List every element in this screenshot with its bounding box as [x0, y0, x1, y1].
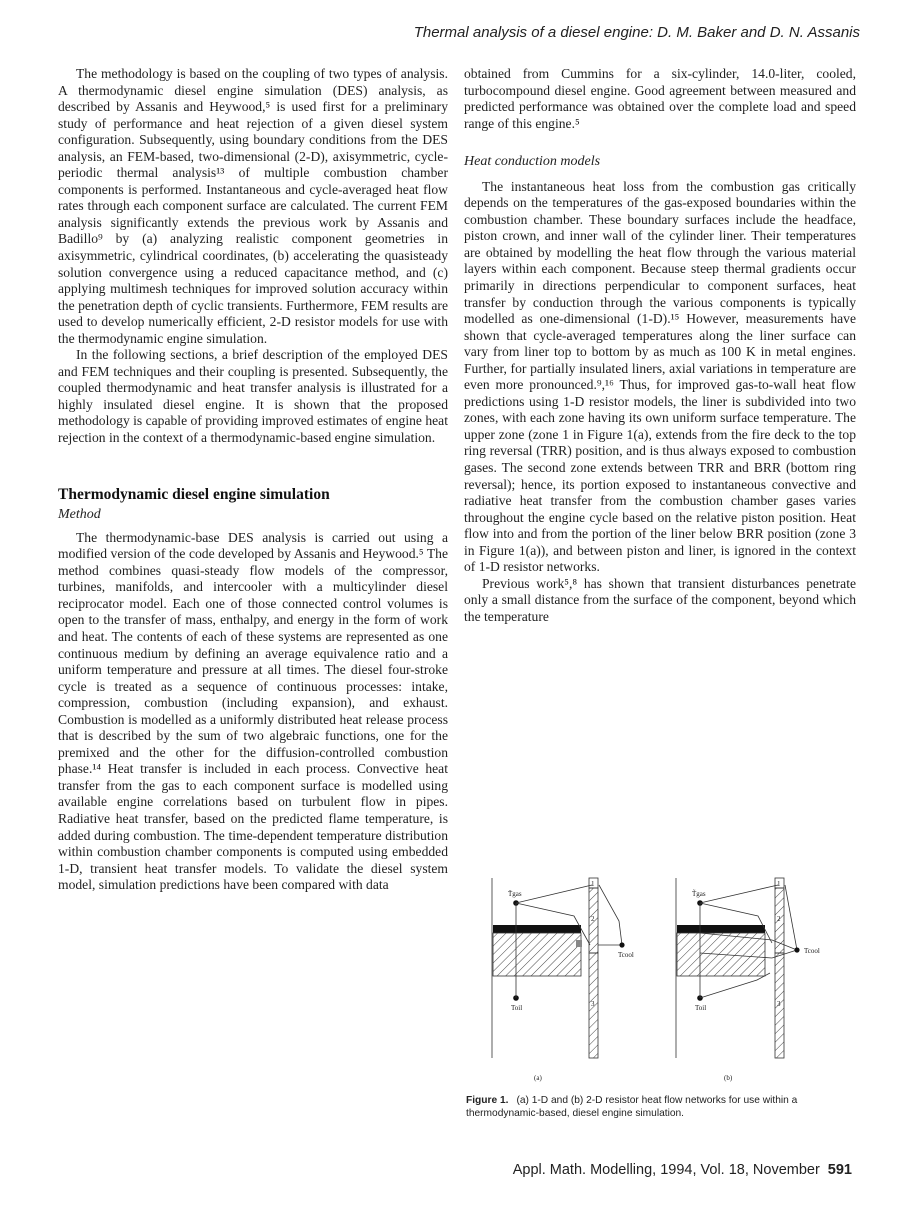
panel-a-diagram	[492, 878, 634, 1082]
resistor-network-diagram	[462, 858, 862, 1088]
heat-conduction-paragraph-2: Previous work⁵,⁸ has shown that transient disturbances penetrate only a small distance from the surface of the component, beyond which the temperature	[464, 575, 856, 624]
continuation-paragraph: obtained from Cummins for a six-cylinder, 14.0-liter, cooled, turbocompound diesel engine. Good agreement between measured and predicted performance was obtained over the complete load and speed range of this engine.⁵	[464, 66, 856, 131]
panel-b-zone-1: 1	[777, 880, 781, 888]
heat-conduction-paragraph-1: The instantaneous heat loss from the combustion gas critically depends on the temperatures of the gas-exposed boundaries within the combustion chamber. These boundary surfaces include the headface, piston crown, and inner wall of the cylinder liner. Their temperatures are obtained by modelling the heat flow through the various material layers within each component. Because steep thermal gradients occur primarily in directions perpendicular to component surfaces, heat transfer by conduction through the various components is typically modelled as one-dimensional (1-D).¹⁵ However, measurements have shown that cycle-averaged temperatures along the liner surface can vary from liner top to bottom by as much as 100 K in metal engines. Further, for partially insulated liners, axial variations in temperature are even more pronounced.⁹,¹⁶ Thus, for improved gas-to-wall heat flow predictions using 1-D resistor models, the liner is subdivided into two zones, with each zone having its own uniform surface temperature. The upper zone (zone 1 in Figure 1(a), extends from the fire deck to the top ring reversal (TRR) position, and is thus always exposed to combustion gases. The second zone extends between TRR and BRR (bottom ring reversal); hence, its portion exposed to instantaneous convective and radiative heat transfer from the combustion chamber gases varies throughout the engine cycle based on the relative piston position. Heat flow into and from the portion of the liner below BRR position (zone 3 in Figure 1(a)), and between piston and liner, is ignored in the context of 1-D resistor networks.	[464, 178, 856, 575]
running-head: Thermal analysis of a diesel engine: D. M. Baker and D. N. Assanis	[413, 24, 860, 41]
panel-a-zone-1: 1	[591, 880, 595, 888]
panel-b-tgas-label: T̃gas	[692, 890, 706, 898]
figure-caption-text: (a) 1-D and (b) 2-D resistor heat flow networks for use within a thermodynamic-based, diesel engine simulation.	[466, 1095, 798, 1119]
panel-b-tcool-label: Tcool	[804, 947, 820, 955]
journal-citation: Appl. Math. Modelling, 1994, Vol. 18, November	[512, 1162, 820, 1178]
page-number: 591	[827, 1162, 852, 1178]
section-title: Thermodynamic diesel engine simulation	[58, 485, 330, 503]
intro-paragraph-1: The methodology is based on the coupling of two types of analysis. A thermodynamic diesel engine simulation (DES) analysis, as described by Assanis and Heywood,⁵ is used first for a preliminary study of performance and heat rejection of a given diesel system configuration. Subsequently, using boundary conditions from the DES analysis, an FEM-based, two-dimensional (2-D), axisymmetric, cycle-periodic thermal analysis¹³ of multiple combustion chamber components is performed. Instantaneous and cycle-averaged heat flow rates through each component surface are calculated. The current FEM analysis significantly extends the previous work by Assanis and Badillo⁹ by (a) analyzing realistic component geometries in axisymmetric, cylindrical coordinates, (b) accelerating the quasisteady solution convergence using a reduced capacitance method, and (c) applying multimesh techniques for improved solution accuracy within the penetration depth of cyclic transients. Furthermore, FEM results are used to develop numerically efficient, 2-D resistor models for use with the thermodynamic engine simulation.	[58, 66, 448, 346]
panel-a-tgas-label: T̄gas	[508, 890, 522, 898]
right-column	[464, 66, 856, 626]
panel-a-zone-3: 3	[591, 1000, 595, 1008]
page-footer	[440, 1162, 852, 1178]
panel-b-zone-2: 2	[777, 915, 781, 923]
panel-a-zone-2: 2	[591, 915, 595, 923]
figure-caption-label: Figure 1.	[466, 1095, 509, 1106]
panel-b-diagram	[676, 878, 820, 1082]
subsection-title-method: Method	[58, 507, 101, 523]
subsection-title-heat-conduction: Heat conduction models	[464, 154, 601, 170]
panel-b-toil-label: Toil	[695, 1004, 707, 1012]
method-paragraph: The thermodynamic-base DES analysis is carried out using a modified version of the code developed by Assanis and Heywood.⁵ The method combines quasi-steady flow models of the compressor, turbines, manifolds, and intercooler with a multicylinder diesel reciprocator model. Each one of those connected control volumes is open to the transfer of mass, enthalpy, and energy in the form of work and heat. The contents of each of these systems are represented as one continuous medium by defining an average equivalence ratio and a uniform temperature and pressure at all times. The diesel four-stroke cycle is treated as a sequence of continuous processes: intake, compression, combustion (including expansion), and exhaust. Combustion is modelled as a uniformly distributed heat release process that is described by the sum of two algebraic functions, one for the premixed and the other for the diffusion-controlled combustion phase.¹⁴ Heat transfer is included in each process. Convective heat transfer from the gas to each component surface is modelled using available engine correlations based on turbulent flow in pipes. Radiative heat transfer, based on the predicted flame temperature, is added during combustion. The time-dependent temperature distribution within combustion chamber components is computed using embedded 1-D, transient heat transfer models. To validate the diesel system model, simulation predictions have been compared with data	[58, 529, 448, 893]
left-column	[58, 66, 448, 894]
figure-caption	[466, 1094, 856, 1120]
panel-a-toil-label: Toil	[511, 1004, 523, 1012]
panel-b-label: (b)	[724, 1074, 733, 1082]
panel-b-zone-3: 3	[777, 1000, 781, 1008]
intro-paragraph-2: In the following sections, a brief description of the employed DES and FEM techniques and their coupling is presented. Subsequently, the coupled thermodynamic and heat transfer analysis is illustrated for a highly insulated diesel engine. It is shown that the proposed methodology is capable of providing improved estimates of engine heat rejection in the context of a thermodynamic-based engine simulation.	[58, 347, 448, 446]
panel-a-label: (a)	[534, 1074, 542, 1082]
panel-a-tcool-label: Tcool	[618, 951, 634, 959]
figure-1	[462, 858, 862, 1088]
